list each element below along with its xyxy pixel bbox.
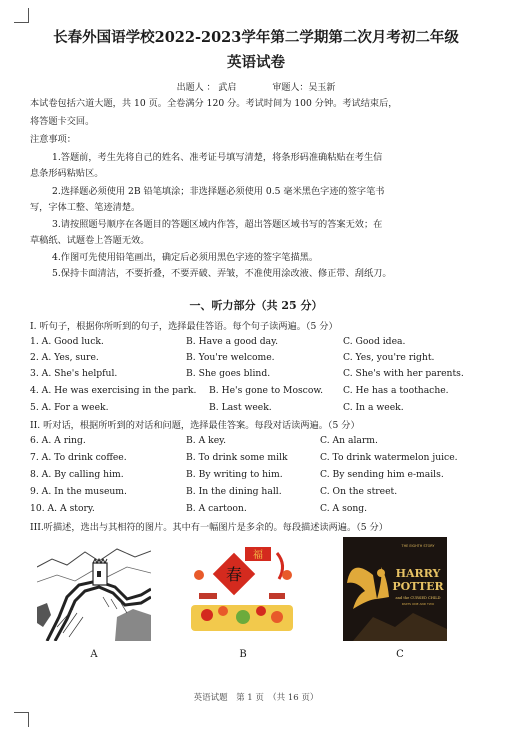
question-option-b: B. He's gone to Moscow. [209, 385, 324, 396]
question-option-b: B. Last week. [209, 402, 272, 413]
section-title: 一、听力部分（共 25 分） [189, 299, 323, 312]
spring-festival-picture [187, 545, 297, 637]
question-option-c: C. She's with her parents. [343, 368, 464, 379]
question-option-b: B. To drink some milk [186, 452, 288, 463]
question-option-a: 8. A. By calling him. [30, 469, 124, 480]
question-option-b: B. By writing to him. [186, 469, 283, 480]
part1-instruction: I. 听句子，根据你所听到的句子，选择最佳答语。每个句子读两遍。（5 分） [30, 321, 338, 332]
question-option-c: C. He has a toothache. [343, 385, 449, 396]
picture-label-b: B [239, 649, 247, 660]
part3-instruction: III.听描述，选出与其相符的图片。其中有一幅图片是多余的。每段描述读两遍。（5 分） [30, 522, 388, 533]
book-parts: PARTS ONE AND TWO [401, 602, 435, 606]
question-option-b: B. A cartoon. [186, 503, 247, 514]
notice-line: 息条形码粘贴区。 [30, 168, 104, 179]
notice-line: 草稿纸、试题卷上答题无效。 [30, 235, 150, 246]
question-option-b: B. A key. [186, 435, 227, 446]
fu-char: 福 [253, 550, 263, 561]
question-option-a: 7. A. To drink coffee. [30, 452, 127, 463]
question-option-c: C. On the street. [320, 486, 398, 497]
question-option-b: B. In the dining hall. [186, 486, 282, 497]
page-footer: 英语试题 第 1 页 （共 16 页） [193, 693, 319, 703]
book-title-line1: HARRY [395, 567, 441, 580]
book-title-line2: POTTER [392, 580, 444, 593]
spring-char: 春 [225, 565, 243, 584]
question-option-b: B. You're welcome. [186, 352, 275, 363]
question-option-b: B. She goes blind. [186, 368, 271, 379]
question-option-a: 1. A. Good luck. [30, 336, 104, 347]
book-top-text: THE EIGHTH STORY [401, 544, 435, 548]
picture-label-a: A [90, 649, 98, 660]
intro-line: 本试卷包括六道大题，共 10 页。全卷满分 120 分。考试时间为 100 分钟。考试结束后， [30, 98, 398, 109]
book-cover-picture [343, 537, 447, 641]
crop-mark-bottom [14, 712, 29, 727]
question-option-a: 6. A. A ring. [30, 435, 86, 446]
question-option-c: C. Yes, you're right. [343, 352, 435, 363]
picture-label-c: C [396, 649, 404, 660]
question-option-a: 10. A. A story. [30, 503, 95, 514]
question-option-a: 3. A. She's helpful. [30, 368, 118, 379]
exam-authors: 出题人 ： 武启 审题人：吴玉新 [176, 83, 336, 93]
notice-line: 2.选择题必须使用 2B 铅笔填涂；非选择题必须使用 0.5 毫米黑色字迹的签字笔书 [52, 186, 385, 197]
question-option-c: C. An alarm. [320, 435, 378, 446]
book-subtitle: and the CURSED CHILD [395, 596, 441, 600]
question-option-c: C. A song. [320, 503, 368, 514]
question-option-c: C. To drink watermelon juice. [320, 452, 458, 463]
exam-subtitle: 英语试卷 [227, 54, 285, 71]
question-option-b: B. Have a good day. [186, 336, 279, 347]
exam-title: 长春外国语学校2022-2023学年第二学期第二次月考初二年级 [53, 29, 459, 46]
question-option-a: 2. A. Yes, sure. [30, 352, 99, 363]
question-option-a: 4. A. He was exercising in the park. [30, 385, 197, 396]
great-wall-picture [37, 537, 151, 641]
question-option-a: 9. A. In the museum. [30, 486, 127, 497]
part2-instruction: II. 听对话，根据所听到的对话和问题，选择最佳答案。每段对话读两遍。（5 分） [30, 420, 360, 431]
question-option-c: C. Good idea. [343, 336, 406, 347]
crop-mark-top [14, 8, 29, 23]
notice-line: 1.答题前，考生先将自己的姓名、准考证号填写清楚，将条形码准确粘贴在考生信 [52, 152, 383, 163]
question-option-a: 5. A. For a week. [30, 402, 109, 413]
question-option-c: C. By sending him e-mails. [320, 469, 444, 480]
notice-line: 3.请按照题号顺序在各题目的答题区域内作答，超出答题区域书写的答案无效；在 [52, 219, 383, 230]
question-option-c: C. In a week. [343, 402, 404, 413]
notice-heading: 注意事项： [30, 134, 76, 145]
notice-line: 4.作图可先使用铅笔画出，确定后必须用黑色字迹的签字笔描黑。 [52, 252, 319, 263]
notice-line: 写，字体工整、笔迹清楚。 [30, 202, 141, 213]
intro-line: 将答题卡交回。 [30, 116, 95, 127]
notice-line: 5.保持卡面清洁，不要折叠，不要弄破、弄皱，不准使用涂改液、修正带、刮纸刀。 [52, 268, 392, 279]
